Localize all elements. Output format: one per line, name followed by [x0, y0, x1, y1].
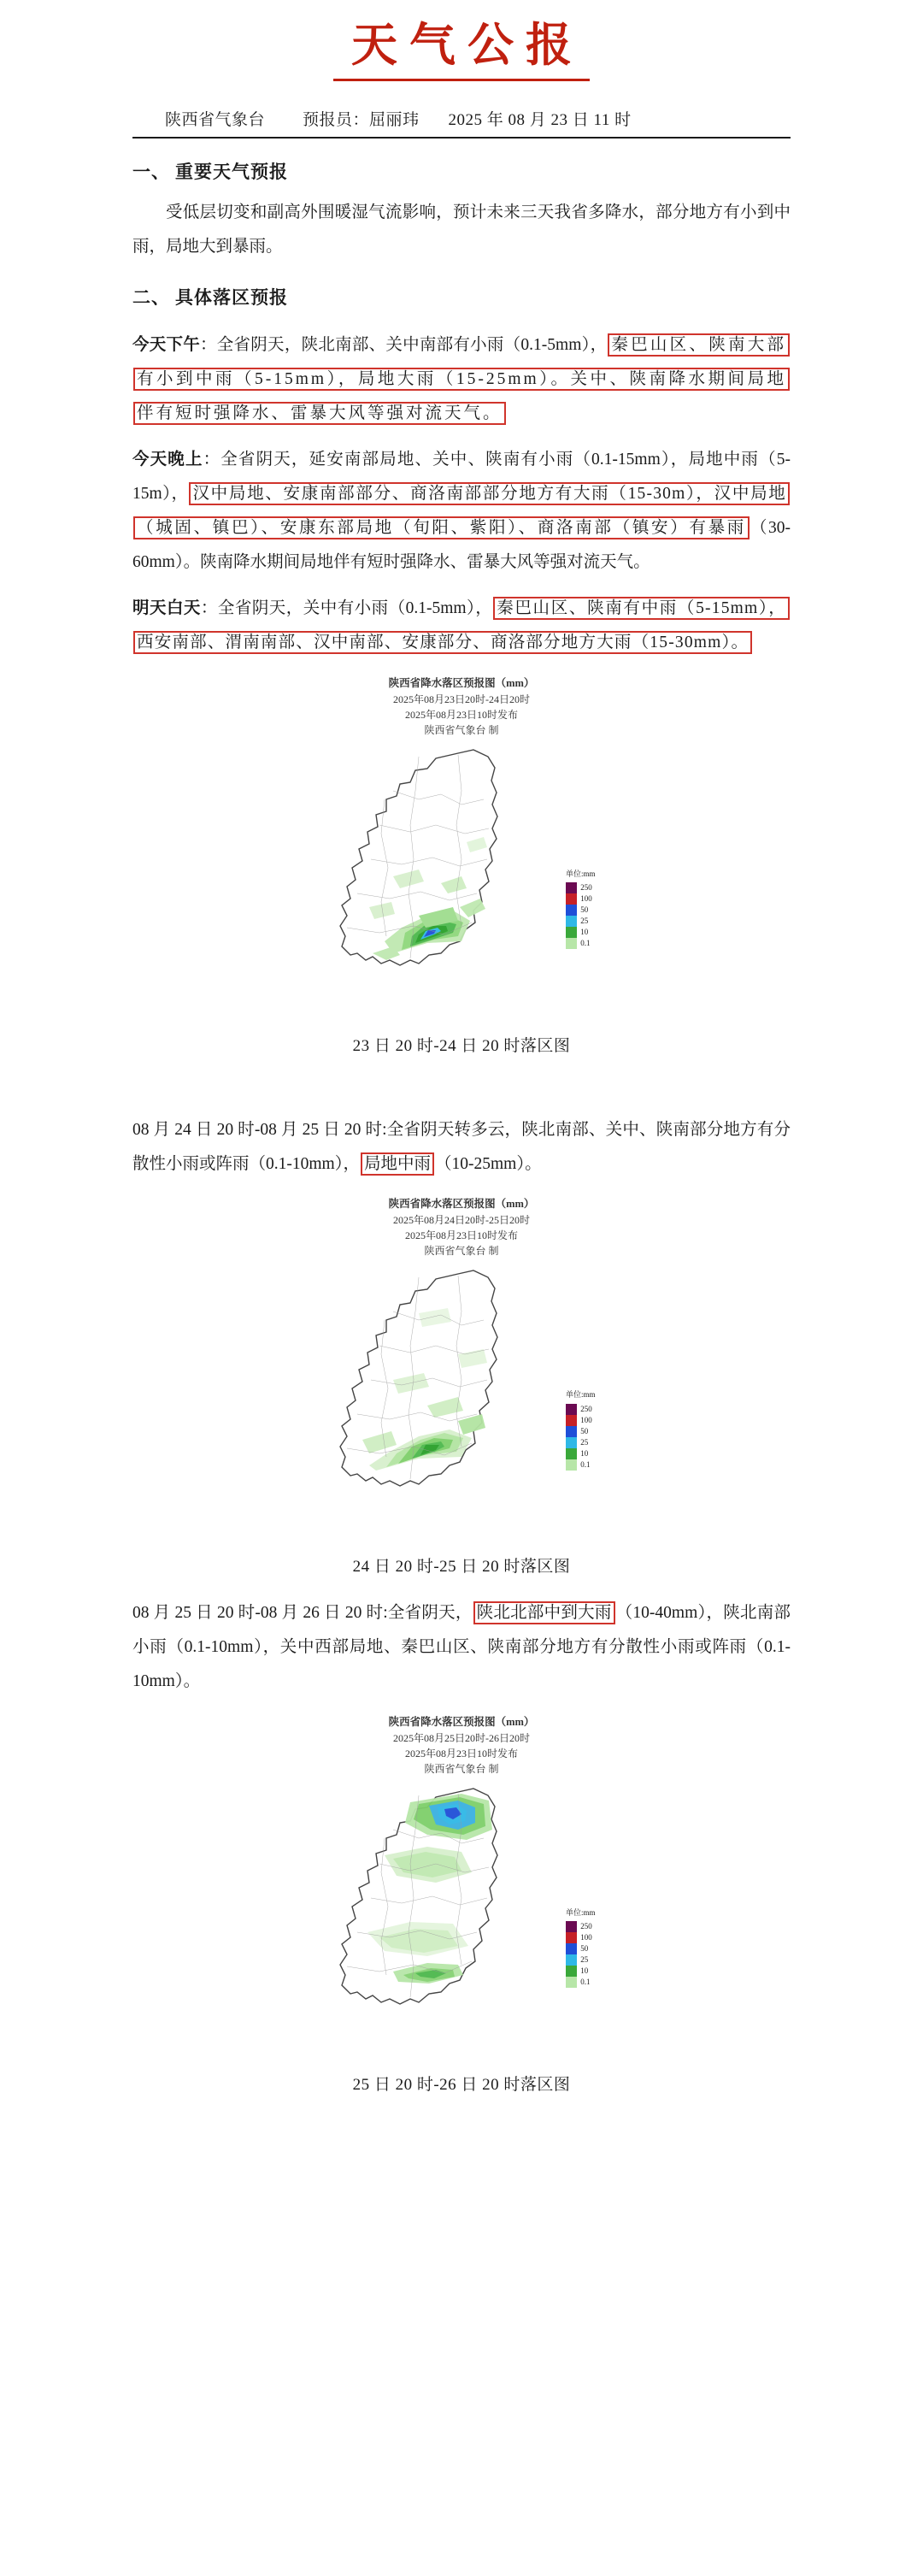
issuer-row	[132, 107, 791, 139]
page-title: 天气公报	[351, 20, 584, 71]
map-1-legend-label-3: 25	[580, 917, 589, 926]
map-1-legend-label-2: 50	[580, 905, 589, 915]
section-title-2: 具体落区预报	[175, 287, 288, 309]
text-day3-1: 08 月 25 日 20 时-08 月 26 日 20 时:全省阴天，	[132, 1604, 473, 1623]
spacer-1	[132, 1064, 791, 1101]
text-tomorrow-day-1: ：全省阴天，关中有小雨（0.1-5mm），	[200, 598, 493, 617]
map-1-legend-label-0: 250	[580, 883, 592, 893]
map-3-legend-label-1: 100	[580, 1933, 592, 1942]
map-3-legend-label-5: 0.1	[580, 1978, 591, 1987]
section-number-2: 二、	[132, 287, 170, 309]
map-2-caption: 24 日 20 时-25 日 20 时落区图	[352, 1558, 571, 1577]
map-2-producer: 陕西省气象台 制	[424, 1245, 499, 1258]
text-today-afternoon-1: ：全省阴天，陕北南部、关中南部有小雨（0.1-5mm），	[200, 336, 608, 355]
section-title-1: 重要天气预报	[175, 162, 288, 183]
text-day2-1: 08 月 24 日 20 时-08 月 25 日 20 时:全省阴天转多云，陕北南部、关中、陕南部分地方有分散性小雨或阵雨（0.1-10mm），	[132, 1120, 791, 1173]
title-underline	[333, 79, 590, 81]
section-1-paragraph: 受低层切变和副高外围暖湿气流影响，预计未来三天我省多降水，部分地方有小到中雨，局地大到暴雨。	[132, 203, 791, 256]
text-today-evening-1: ：全省阴天，延安南部局地、关中、陕南有小雨（0.1-15mm），局地中雨（5-15m），	[132, 451, 791, 503]
map-2-header	[132, 1196, 791, 1259]
map-1-legend-label-4: 10	[580, 928, 589, 937]
highlight-tomorrow-day: 秦巴山区、陕南有中雨（5-15mm），西安南部、渭南南部、汉中南部、安康部分、商洛部分地方大雨（15-30mm）。	[133, 597, 790, 654]
map-1-legend	[566, 866, 620, 949]
title-block	[0, 0, 923, 85]
map-2-legend-label-1: 100	[580, 1415, 592, 1424]
map-1-legend-title: 单位:mm	[566, 869, 596, 878]
map-1-period: 2025年08月23日20时-24日20时	[393, 693, 530, 705]
map-1-canvas	[291, 740, 632, 1022]
map-3-period: 2025年08月25日20时-26日20时	[393, 1731, 530, 1744]
highlight-day3: 陕北北部中到大雨	[473, 1601, 615, 1624]
map-3-legend-bar	[566, 1921, 577, 1988]
forecast-tomorrow-day	[132, 592, 791, 660]
map-figure-3	[132, 1714, 791, 2102]
map-figure-2	[132, 1196, 791, 1584]
document-body	[132, 154, 791, 2102]
label-tomorrow-day: 明天白天	[132, 598, 201, 617]
map-3-canvas	[291, 1778, 632, 2060]
map-3-legend-label-0: 250	[580, 1922, 592, 1931]
forecast-day2	[132, 1113, 791, 1182]
map-2-legend-label-0: 250	[580, 1404, 592, 1413]
highlight-today-evening: 汉中局地、安康南部部分、商洛南部部分地方有大雨（15-30m），汉中局地（城固、镇巴）、安康东部局地（旬阳、紫阳）、商洛南部（镇安）有暴雨	[133, 482, 790, 539]
map-2-issued: 2025年08月23日10时发布	[404, 1229, 518, 1242]
map-2-legend	[566, 1387, 620, 1470]
map-2-period: 2025年08月24日20时-25日20时	[393, 1214, 530, 1227]
map-1-caption: 23 日 20 时-24 日 20 时落区图	[352, 1036, 571, 1055]
map-2-legend-bar	[566, 1404, 577, 1471]
label-today-afternoon: 今天下午	[132, 336, 201, 355]
map-1-legend-bar	[566, 882, 577, 949]
forecast-day3	[132, 1596, 791, 1699]
map-figure-1	[132, 675, 791, 1064]
issuer-office: 陕西省气象台	[165, 111, 266, 130]
map-3-issued: 2025年08月23日10时发布	[404, 1747, 518, 1760]
map-3-legend-label-2: 50	[580, 1944, 589, 1954]
map-3-title: 陕西省降水落区预报图（mm）	[388, 1716, 535, 1729]
map-2-legend-label-2: 50	[580, 1426, 589, 1435]
issuer-forecaster: 预报员：屈丽玮	[303, 111, 420, 130]
map-3-producer: 陕西省气象台 制	[424, 1762, 499, 1775]
map-3-header	[132, 1714, 791, 1777]
map-1-producer: 陕西省气象台 制	[424, 723, 499, 736]
forecast-today-evening	[132, 443, 791, 580]
map-1-header	[132, 675, 791, 738]
section-number-1: 一、	[132, 162, 170, 183]
map-1-title: 陕西省降水落区预报图（mm）	[388, 676, 535, 689]
highlight-today-afternoon: 秦巴山区、陕南大部有小到中雨（5-15mm），局地大雨（15-25mm）。关中、陕南降水期间局地伴有短时强降水、雷暴大风等强对流天气。	[133, 333, 790, 425]
section-heading-2	[132, 280, 791, 316]
map-3-legend-title: 单位:mm	[566, 1907, 596, 1917]
highlight-day2: 局地中雨	[361, 1152, 434, 1176]
map-1-legend-labels	[580, 882, 592, 949]
map-2-legend-labels	[580, 1404, 592, 1471]
map-2-legend-label-5: 0.1	[580, 1459, 591, 1469]
map-3-legend	[566, 1905, 620, 1988]
map-2-legend-title: 单位:mm	[566, 1390, 596, 1400]
map-2-legend-label-3: 25	[580, 1437, 589, 1447]
text-today-evening-2: （30-60mm）。陕南降水期间局地伴有短时强降水、雷暴大风等强对流天气。	[132, 518, 791, 571]
map-3-legend-label-3: 25	[580, 1955, 589, 1965]
forecast-today-afternoon	[132, 328, 791, 431]
map-3-legend-labels	[580, 1921, 592, 1988]
map-2-canvas	[291, 1260, 632, 1542]
map-3-legend-label-4: 10	[580, 1966, 589, 1976]
label-today-evening: 今天晚上	[132, 451, 203, 469]
text-day3-2: （10-40mm），陕北南部小雨（0.1-10mm），关中西部局地、秦巴山区、陕南部分地方有分散性小雨或阵雨（0.1-10mm）。	[132, 1604, 791, 1691]
text-day2-2: （10-25mm）。	[434, 1154, 542, 1173]
map-1-legend-label-5: 0.1	[580, 939, 591, 948]
map-1-legend-label-1: 100	[580, 894, 592, 904]
map-3-caption: 25 日 20 时-26 日 20 时落区图	[352, 2075, 571, 2094]
map-1-issued: 2025年08月23日10时发布	[404, 708, 518, 721]
issuer-datetime: 2025 年 08 月 23 日 11 时	[448, 111, 632, 130]
map-2-title: 陕西省降水落区预报图（mm）	[388, 1198, 535, 1211]
map-2-legend-label-4: 10	[580, 1448, 589, 1458]
section-heading-1	[132, 154, 791, 191]
